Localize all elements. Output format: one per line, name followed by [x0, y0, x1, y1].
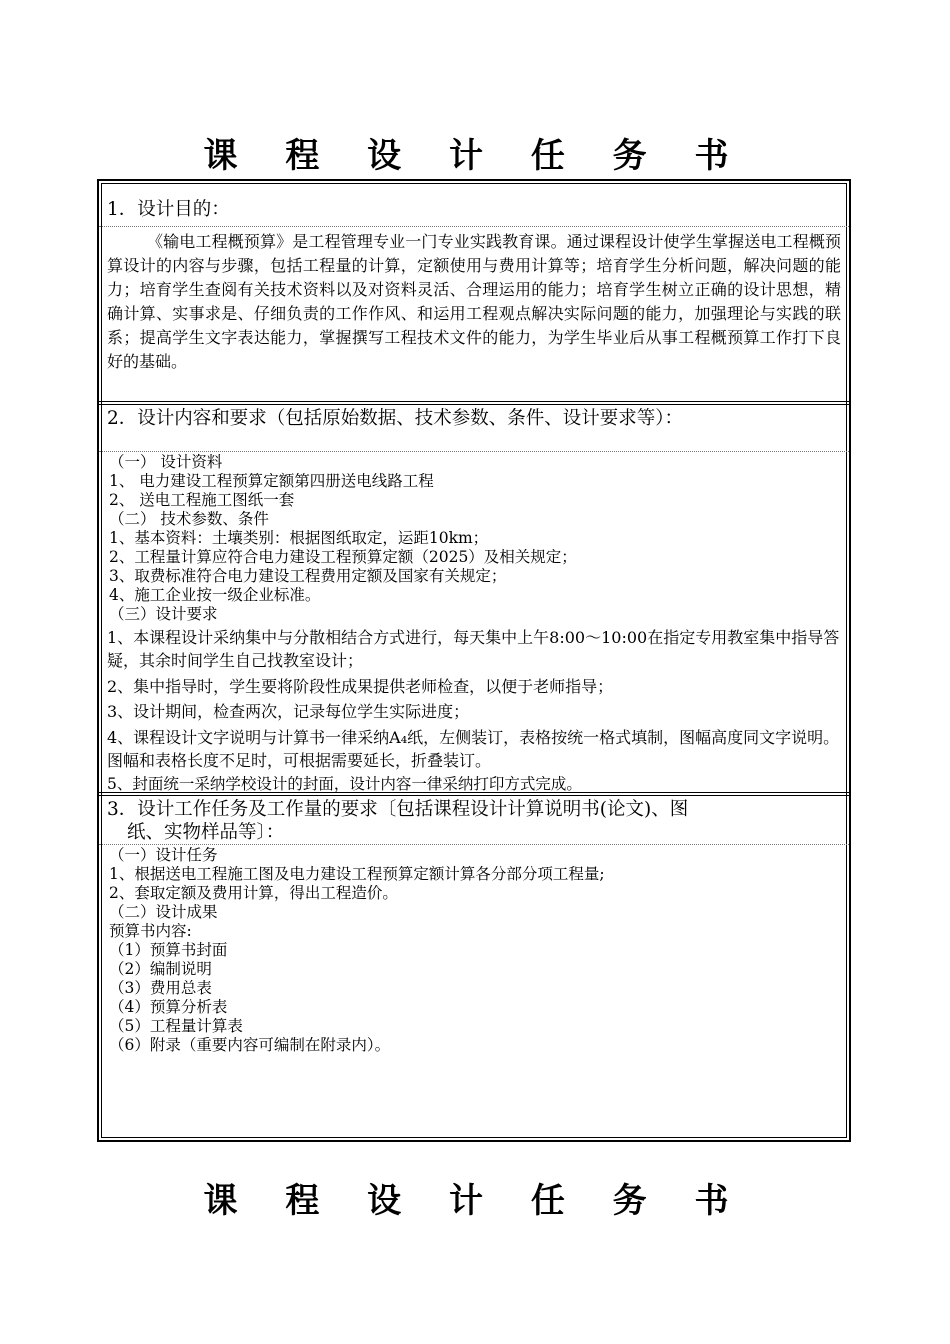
section2-line: （三）设计要求: [109, 605, 218, 623]
section2-line: 2、 送电工程施工图纸一套: [109, 491, 295, 509]
section3-line: （5）工程量计算表: [109, 1017, 243, 1035]
section2-line: 4、施工企业按一级企业标准。: [109, 586, 321, 604]
section2-line: 2、工程量计算应符合电力建设工程预算定额（2025）及相关规定；: [109, 548, 577, 566]
section2-requirement: 4、课程设计文字说明与计算书一律采纳A₄纸，左侧装订，表格按统一格式填制，图幅高度同文字说明。图幅和表格长度不足时，可根据需要延长，折叠装订。: [107, 728, 840, 770]
section3-line: （一）设计任务: [109, 846, 218, 864]
section-divider: [99, 404, 849, 405]
task-table: [97, 179, 851, 1142]
section1-body: 《输电工程概预算》是工程管理专业一门专业实践教育课。通过课程设计使学生掌握送电工程概预算设计的内容与步骤，包括工程量的计算，定额使用与费用计算等；培育学生分析问题，解决问题的能力；培育学生查阅有关技术资料以及对资料灵活、合理运用的能力；培育学生树立正确的设计思想，精确计算、实事求是、仔细负责的工作作风、和运用工程观点解决实际问题的能力，加强理论与实践的联系；提高学生文字表达能力，掌握撰写工程技术文件的能力，为学生毕业后从事工程概预算工作打下良好的基础。: [107, 232, 841, 371]
section2-line: 1、基本资料：土壤类别：根据图纸取定，运距10km；: [109, 529, 489, 547]
section2-requirement: 3、设计期间，检查两次，记录每位学生实际进度；: [107, 702, 470, 721]
section2-line: （二） 技术参数、条件: [109, 510, 269, 528]
divider: [99, 226, 849, 227]
section3-line: （4）预算分析表: [109, 998, 228, 1016]
section-divider: [99, 401, 849, 402]
section3-line: 预算书内容:: [109, 922, 192, 940]
section3-line: 2、套取定额及费用计算，得出工程造价。: [109, 884, 398, 902]
page-title-repeat: 课 程 设 计 任 务 书: [203, 1181, 747, 1221]
divider: [99, 844, 849, 845]
section3-line: （二）设计成果: [109, 903, 218, 921]
section2-requirement: 5、封面统一采纳学校设计的封面，设计内容一律采纳打印方式完成。: [107, 775, 582, 793]
section2-line: 1、 电力建设工程预算定额第四册送电线路工程: [109, 472, 434, 490]
divider: [99, 451, 849, 452]
section2-heading: 2．设计内容和要求（包括原始数据、技术参数、条件、设计要求等）：: [107, 408, 684, 429]
section3-line: （2）编制说明: [109, 960, 212, 978]
section-divider: [99, 795, 849, 796]
section3-line: 1、根据送电工程施工图及电力建设工程预算定额计算各分部分项工程量;: [109, 865, 605, 883]
section2-line: 3、取费标准符合电力建设工程费用定额及国家有关规定；: [109, 567, 507, 585]
section2-requirement: 2、集中指导时，学生要将阶段性成果提供老师检查，以便于老师指导；: [107, 677, 614, 696]
section3-heading-cont: 纸、实物样品等〕：: [127, 822, 285, 843]
section3-line: （3）费用总表: [109, 979, 212, 997]
section-divider: [99, 792, 849, 793]
section1-heading: 1．设计目的：: [107, 199, 230, 220]
page-title: 课 程 设 计 任 务 书: [203, 136, 747, 176]
section3-line: （6）附录（重要内容可编制在附录内）。: [109, 1036, 391, 1054]
section3-heading: 3．设计工作任务及工作量的要求〔包括课程设计计算说明书(论文)、图: [107, 799, 689, 820]
section3-line: （1）预算书封面: [109, 941, 228, 959]
section2-line: （一） 设计资料: [109, 453, 223, 471]
section2-requirement: 1、本课程设计采纳集中与分散相结合方式进行，每天集中上午8:00～10:00在指定专用教室集中指导答疑，其余时间学生自己找教室设计；: [107, 628, 840, 670]
